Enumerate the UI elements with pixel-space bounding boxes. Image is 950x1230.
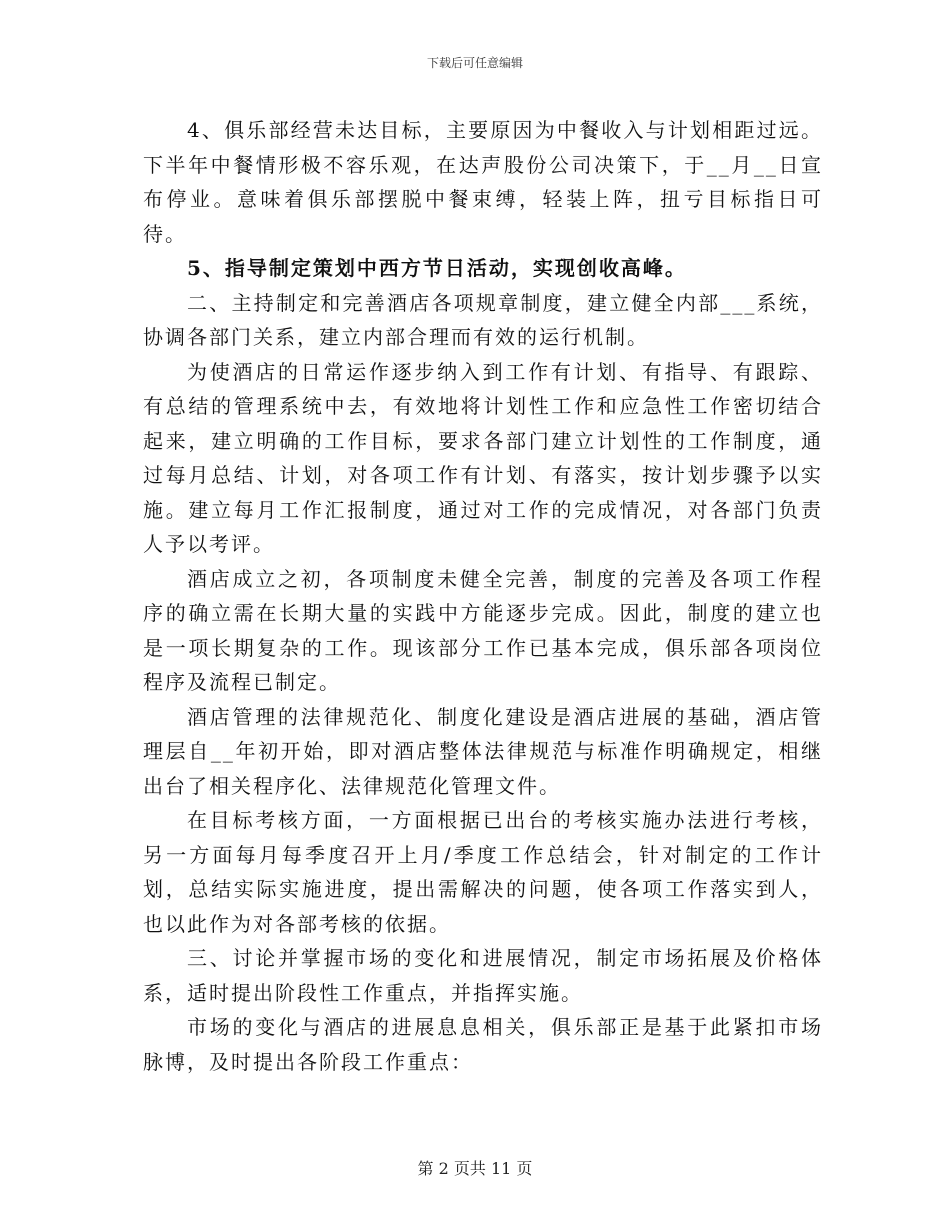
paragraph: 酒店管理的法律规范化、制度化建设是酒店进展的基础，酒店管理层自__年初开始，即对酒店整体法律规范与标准作明确规定，相继出台了相关程序化、法律规范化管理文件。: [143, 704, 823, 798]
paragraph: 4、俱乐部经营未达目标，主要原因为中餐收入与计划相距过远。下半年中餐情形极不容乐观，在达声股份公司决策下，于__月__日宣布停业。意味着俱乐部摆脱中餐束缚，轻装上阵，扭亏目标指日可待。: [143, 118, 823, 246]
paragraph: 二、主持制定和完善酒店各项规章制度，建立健全内部___系统，协调各部门关系，建立内部合理而有效的运行机制。: [143, 290, 823, 349]
paragraph: 为使酒店的日常运作逐步纳入到工作有计划、有指导、有跟踪、有总结的管理系统中去，有效地将计划性工作和应急性工作密切结合起来，建立明确的工作目标，要求各部门建立计划性的工作制度，通过每月总结、计划，对各项工作有计划、有落实，按计划步骤予以实施。建立每月工作汇报制度，通过对工作的完成情况，对各部门负责人予以考评。: [143, 359, 823, 556]
document-body: [143, 113, 823, 1079]
paragraph: 5、指导制定策划中西方节日活动，实现创收高峰。: [187, 256, 687, 280]
page-number: 第 2 页共 11 页: [417, 1159, 533, 1178]
paragraph: 在目标考核方面，一方面根据已出台的考核实施办法进行考核，另一方面每月每季度召开上月/季度工作总结会，针对制定的工作计划，总结实际实施进度，提出需解决的问题，使各项工作落实到人，也以此作为对各部考核的依据。: [143, 808, 823, 936]
paragraph: 酒店成立之初，各项制度未健全完善，制度的完善及各项工作程序的确立需在长期大量的实践中方能逐步完成。因此，制度的建立也是一项长期复杂的工作。现该部分工作已基本完成，俱乐部各项岗位程序及流程已制定。: [143, 566, 823, 694]
paragraph: 市场的变化与酒店的进展息息相关，俱乐部正是基于此紧扣市场脉博，及时提出各阶段工作重点：: [143, 1015, 823, 1074]
paragraph: 三、讨论并掌握市场的变化和进展情况，制定市场拓展及价格体系，适时提出阶段性工作重点，并指挥实施。: [143, 946, 823, 1005]
page-header: 下载后可任意编辑: [426, 56, 523, 70]
